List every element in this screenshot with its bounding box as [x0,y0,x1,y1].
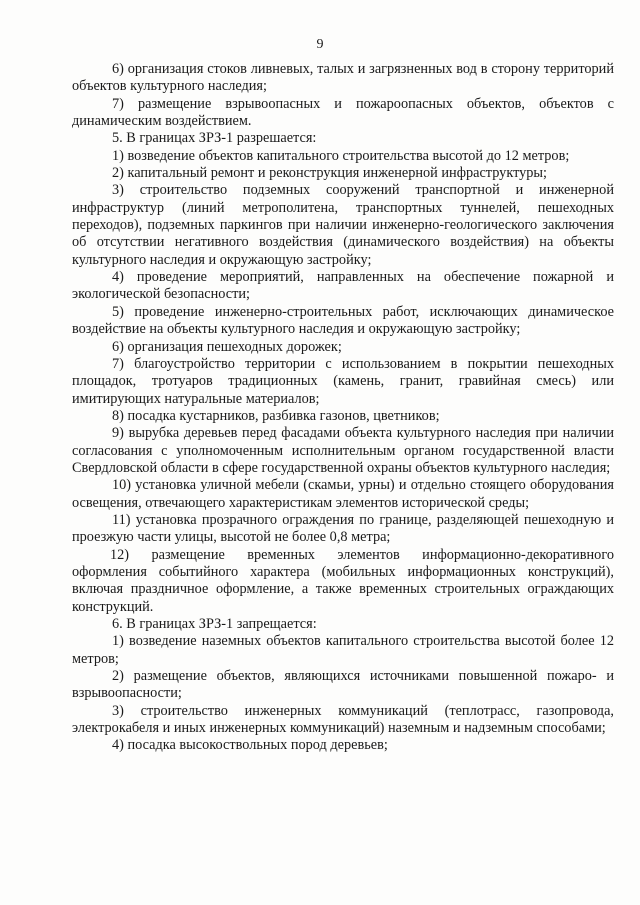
paragraph-allowed-8: 8) посадка кустарников, разбивка газонов, цветников; [112,407,440,424]
section-heading-allowed: 5. В границах ЗРЗ-1 разрешается: [112,130,317,147]
paragraph-allowed-11: 11) установка прозрачного ограждения по границе, разделяющей пешеходную и проезжую части улицы, высотой не более 0,8 метра; [72,511,614,546]
paragraph-prohibited-1: 1) возведение наземных объектов капитального строительства высотой более 12 метров; [72,633,614,667]
paragraph-prohibited-2: 2) размещение объектов, являющихся источниками повышенной пожаро- и взрывоопасности; [72,668,614,702]
paragraph-allowed-10: 10) установка уличной мебели (скамьи, урны) и отдельно стоящего оборудования освещения, отвечающего характеристикам элементов исторической среды; [72,477,614,511]
page-number: 9 [316,37,324,52]
paragraph-prohibited-3: 3) строительство инженерных коммуникаций (теплотрасс, газопровода, электрокабеля и иных инженерных коммуникаций) наземным и надземным способами; [72,702,614,737]
paragraph-allowed-1: 1) возведение объектов капитального строительства высотой до 12 метров; [112,147,570,164]
paragraph-allowed-3: 3) строительство подземных сооружений транспортной и инженерной инфраструктур (линий метрополитена, транспортных туннелей, пешеходных переходов), подземных паркингов при наличии инженерно-геологического заключения об отсутствии негативного воздействия (динамического воздействия) на объекты культурного наследия и окружающую застройку; [72,182,614,268]
paragraph-allowed-2: 2) капитальный ремонт и реконструкция инженерной инфраструктуры; [112,165,548,182]
paragraph-zone-item-6: 6) организация стоков ливневых, талых и загрязненных вод в сторону территорий объектов культурного наследия; [72,61,614,95]
section-heading-prohibited: 6. В границах ЗРЗ-1 запрещается: [112,616,317,632]
paragraph-allowed-6: 6) организация пешеходных дорожек; [112,338,342,355]
paragraph-allowed-12: 12) размещение временных элементов информационно-декоративного оформления событийного характера (мобильных информационных конструкций), включая праздничное оформление, а также временных строительных ограждающих конструкций. [72,546,614,615]
paragraph-allowed-9: 9) вырубка деревьев перед фасадами объекта культурного наследия при наличии согласования с уполномоченным исполнительным органом государственной власти Свердловской области в сфере государственной охраны объектов культурного наследия; [72,425,614,476]
paragraph-prohibited-4: 4) посадка высокоствольных пород деревьев; [112,737,388,754]
paragraph-allowed-5: 5) проведение инженерно-строительных работ, исключающих динамическое воздействие на объекты культурного наследия и окружающую застройку; [72,303,614,338]
paragraph-zone-item-7: 7) размещение взрывоопасных и пожароопасных объектов, объектов с динамическим воздействием. [72,95,614,130]
document-body [72,61,614,755]
paragraph-allowed-4: 4) проведение мероприятий, направленных на обеспечение пожарной и экологической безопасности; [72,269,614,303]
paragraph-allowed-7: 7) благоустройство территории с использованием в покрытии пешеходных площадок, тротуаров традиционных (камень, гранит, гравийная смесь) или имитирующих натуральные материалов; [72,355,614,407]
